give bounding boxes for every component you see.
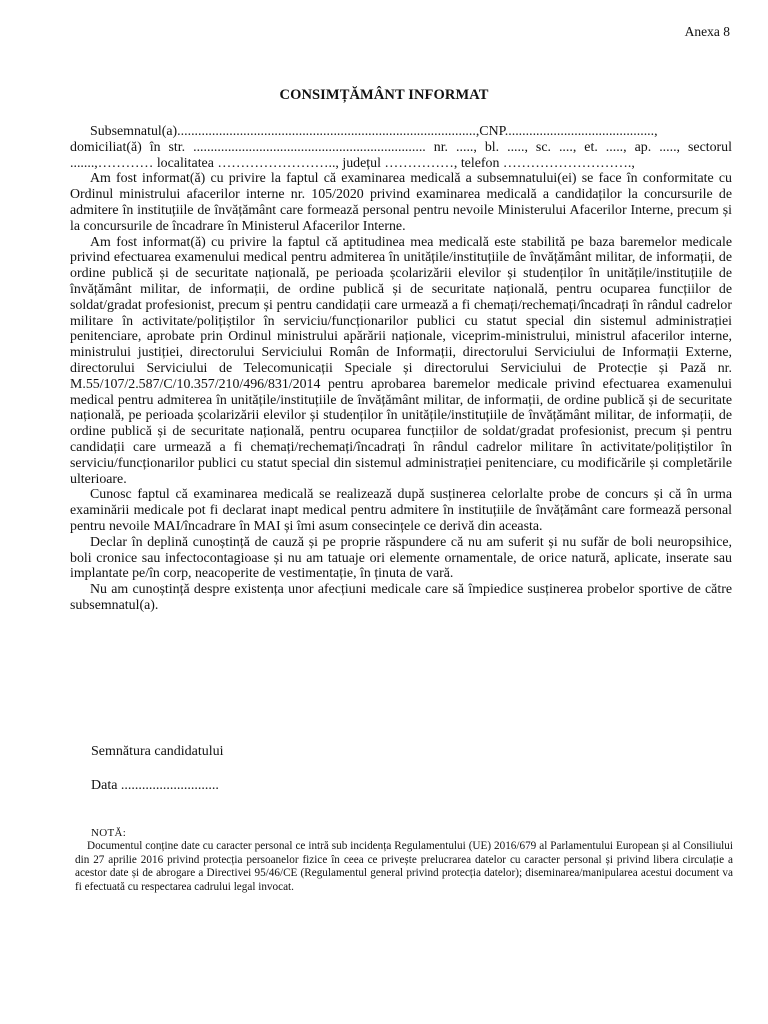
paragraph-barem-info: Am fost informat(ă) cu privire la faptul că aptitudinea mea medicală este stabilită pe baza baremelor medicale privind efectuarea examenului medical pentru admiterea în unitățile/instituțiile de învățământ militar, de informații, de ordine publică și de securitate națională, pe perioada școlarizării elevilor și studenților în unitățile/instituțiile de învățământ militar, de informații, de ordine publică și de securitate națională, pentru ocuparea funcțiilor de soldat/gradat profesionist, precum și pentru candidații care urmează a fi chemați/rechemați/încadrați în rândul cadrelor militare în activitate/polițiștilor în serviciu/funcționarilor publici cu statut special din sistemul administrației penitenciare, aprobate prin Ordinul ministrului apărării naționale, viceprim-ministrului, ministrul afacerilor interne, ministrului justiției, directorului Serviciului Român de Informații, directorului Serviciului de Informații Externe, directorului Serviciului de Telecomunicații Speciale și directorului Serviciului de Protecție și Pază nr. M.55/107/2.587/C/10.357/210/496/831/2014 pentru aprobarea baremelor medicale privind efectuarea examenului medical pentru admiterea în unitățile/instituțiile de învățământ militar, de informații, de ordine publică și de securitate națională, pe perioada școlarizării elevilor și studenților în unitățile/instituțiile de învățământ militar, de informații, de ordine publică și de securitate națională, pentru ocuparea funcțiilor de soldat/gradat profesionist, precum și pentru candidații care urmează a fi chemați/rechemați/încadrați în rândul cadrelor militare în activitate/polițiștilor în serviciu/funcționarilor publici cu statut special din sistemul administrației penitenciare, cu modificările și completările ulterioare. — [70, 234, 732, 487]
note-text: Documentul conține date cu caracter personal ce intră sub incidența Regulamentului (UE) 2016/679 al Parlamentului European și al Consiliului din 27 aprilie 2016 privind protecția persoanelor fizice în ceea ce privește prelucrarea datelor cu caracter personal și privind libera circulație a acestor date și de abrogare a Directivei 95/46/CE (Regulamentul general privind protecția datelor); diseminarea/manipularea acestui document va fi efectuată cu respectarea cadrului legal invocat. — [75, 840, 733, 893]
note-label: NOTĂ: — [91, 827, 127, 839]
paragraph-order-info: Am fost informat(ă) cu privire la faptul că examinarea medicală a subsemnatului(ei) se face în conformitate cu Ordinul ministrului afacerilor interne nr. 105/2020 privind examinarea medicală a candidaților la concursurile de admitere în instituțiile de învățământ care formează personal pentru nevoile Ministerului Afacerilor Interne, precum și la concursurile de încadrare în Ministerul Afacerilor Interne. — [70, 171, 732, 234]
annex-label: Anexa 8 — [684, 24, 730, 39]
paragraph-identity: Subsemnatul(a)......................................................................................,CNP..........................................., domiciliat(ă) în str. ................................................................... nr. ....., bl. ....., sc. ...., et. ....., ap. ....., sectorul .......,………… localitatea …………………….., județul ……………, telefon ………………………., — [70, 124, 732, 171]
paragraph-exam-order: Cunosc faptul că examinarea medicală se realizează după susținerea celorlalte probe de concurs și că în urma examinării medicale pot fi declarat inapt medical pentru admitere în instituțiile de învățământ care formează personal pentru nevoile MAI/încadrare în MAI și îmi asum consecințele ce derivă din aceasta. — [70, 487, 732, 534]
paragraph-no-conditions: Nu am cunoștință despre existența unor afecțiuni medicale care să împiedice susținerea probelor sportive de către subsemnatul(a). — [70, 582, 732, 613]
document-body — [70, 124, 732, 614]
signature-label: Semnătura candidatului — [91, 744, 224, 759]
date-label: Data ............................ — [91, 778, 219, 793]
paragraph-declaration: Declar în deplină cunoștință de cauză și pe proprie răspundere că nu am suferit și nu sufăr de boli neuropsihice, boli cronice sau infectocontagioase și nu am tatuaje ori elemente ornamentale, de orice natură, aplicate, inserate sau implantate pe/în corp, neacoperite de vestimentație, în ținuta de vară. — [70, 534, 732, 582]
document-title: CONSIMȚĂMÂNT INFORMAT — [279, 87, 489, 103]
